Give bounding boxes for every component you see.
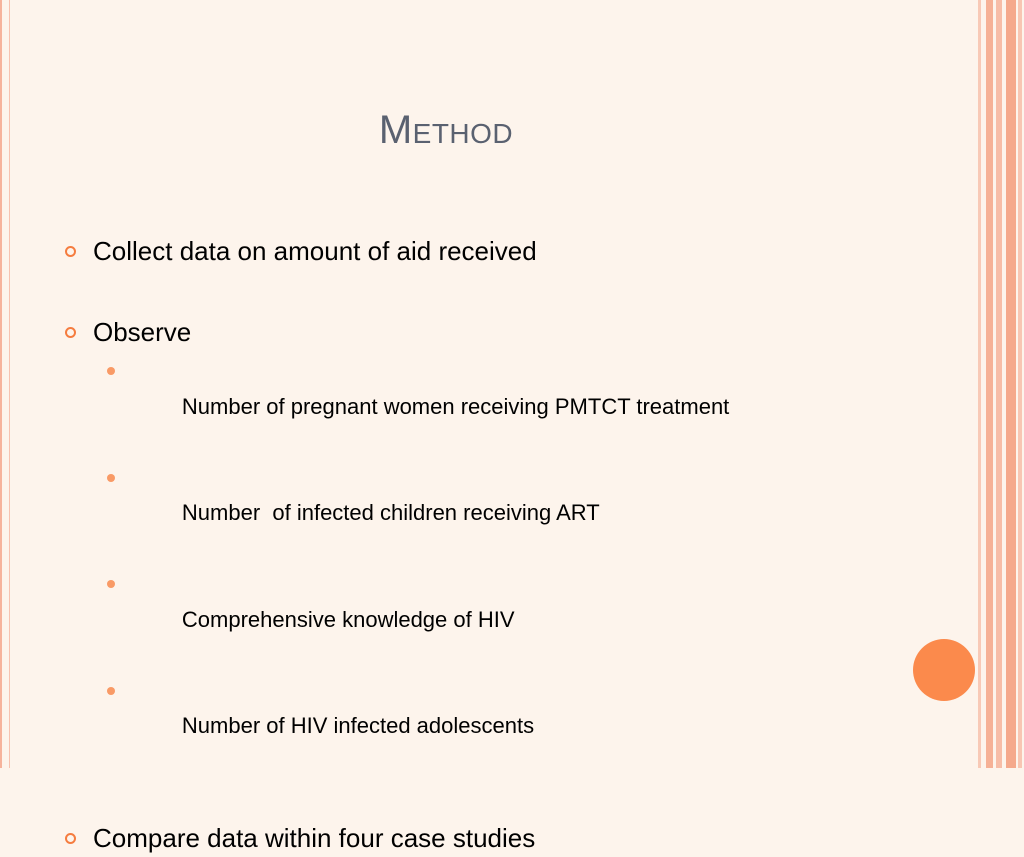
bullet-text: Collect data on amount of aid received bbox=[93, 236, 537, 266]
sub-bullet-pmtct bbox=[103, 353, 922, 460]
sub-bullet-adolescents bbox=[103, 673, 922, 780]
orange-circle-decoration bbox=[913, 639, 975, 701]
bullet-text: Compare data within four case studies bbox=[93, 823, 536, 853]
ring-bullet-icon bbox=[65, 833, 76, 844]
bullet-observe bbox=[62, 313, 922, 351]
dot-bullet-icon bbox=[107, 474, 115, 482]
bullet-collect-data bbox=[62, 232, 922, 270]
right-decor-stripe-4 bbox=[1006, 0, 1016, 768]
slide-content bbox=[62, 232, 922, 857]
ring-bullet-icon bbox=[65, 246, 76, 257]
sub-bullet-art bbox=[103, 460, 922, 567]
right-decor-stripe-1 bbox=[978, 0, 981, 768]
bullet-text: Observe bbox=[93, 317, 192, 347]
sub-bullet-knowledge bbox=[103, 566, 922, 673]
right-decor-stripe-3 bbox=[996, 0, 1002, 768]
sub-bullet-text: Number of infected children receiving ART bbox=[181, 500, 600, 525]
sub-bullet-text: Number of HIV infected adolescents bbox=[181, 713, 535, 738]
dot-bullet-icon bbox=[107, 367, 115, 375]
sub-bullet-text: Number of pregnant women receiving PMTCT treatment bbox=[181, 393, 730, 419]
dot-bullet-icon bbox=[107, 580, 115, 588]
sub-bullet-text: Comprehensive knowledge of HIV bbox=[181, 606, 515, 632]
right-decor-stripe-2 bbox=[986, 0, 993, 768]
right-decor-stripe-5 bbox=[1018, 0, 1022, 768]
dot-bullet-icon bbox=[107, 687, 115, 695]
observe-sub-list bbox=[62, 353, 922, 779]
slide-title: Method bbox=[378, 108, 514, 152]
bullet-compare-data bbox=[62, 819, 922, 857]
ring-bullet-icon bbox=[65, 327, 76, 338]
